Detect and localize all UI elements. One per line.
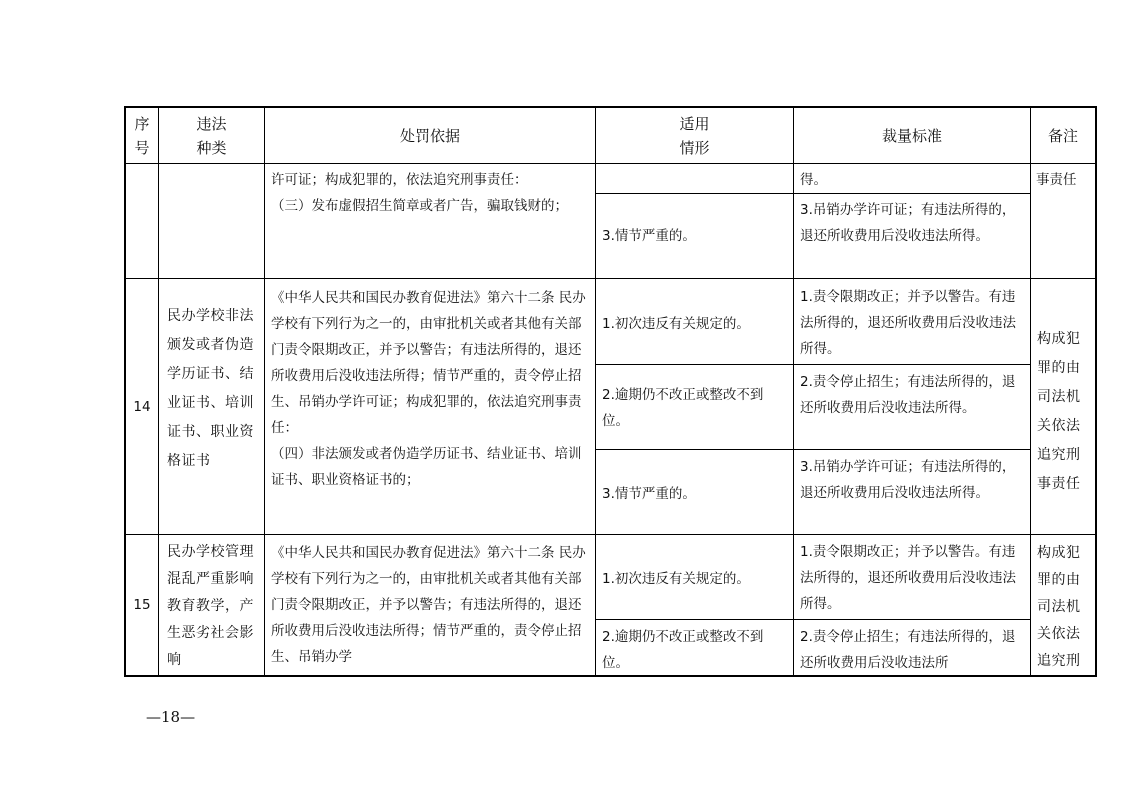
row14-note: 构成犯罪的由司法机关依法追究刑事责任 xyxy=(1037,331,1081,492)
row14-number: 14 xyxy=(133,398,151,415)
penalty-table xyxy=(124,106,1097,677)
row14-standard-3: 3.吊销办学许可证；有违法所得的，退还所收费用后没收违法所得。 xyxy=(800,459,1016,501)
row14-basis: 《中华人民共和国民办教育促进法》第六十二条 民办学校有下列行为之一的，由审批机关或者其他有关部门责令限期改正，并予以警告；有违法所得的，退还所收费用后没收违法所得；情节严重的，责令停止招生、吊销办学许可证；构成犯罪的，依法追究刑事责任： （四）非法颁发或者伪造学历证书、结业证书、培训证书、职业资格证书的； xyxy=(271,290,586,488)
row13-note: 事责任 xyxy=(1036,172,1077,188)
row15-basis: 《中华人民共和国民办教育促进法》第六十二条 民办学校有下列行为之一的，由审批机关或者其他有关部门责令限期改正，并予以警告；有违法所得的，退还所收费用后没收违法所得；情节严重的，责令停止招生、吊销办学 xyxy=(271,545,586,665)
row15-number: 15 xyxy=(133,597,151,613)
header-violation-type: 违法 种类 xyxy=(196,114,227,157)
row-divider xyxy=(124,534,1097,535)
row14-standard-2: 2.责令停止招生；有违法所得的，退还所收费用后没收违法所得。 xyxy=(800,374,1016,416)
row14-situation-2: 2.逾期仍不改正或整改不到位。 xyxy=(602,387,764,429)
header-penalty-basis: 处罚依据 xyxy=(399,126,460,145)
row15-violation-type: 民办学校管理混乱严重影响教育教学，产生恶劣社会影响 xyxy=(167,544,254,668)
col-divider xyxy=(264,106,265,677)
row15-standard-1: 1.责令限期改正；并予以警告。有违法所得的，退还所收费用后没收违法所得。 xyxy=(800,544,1016,612)
row-divider xyxy=(124,278,1097,279)
row-divider xyxy=(124,163,1097,164)
row13-standard-0: 得。 xyxy=(800,172,827,188)
row13-situation-3: 3.情节严重的。 xyxy=(602,228,696,244)
col-divider xyxy=(1030,106,1031,677)
subrow-divider xyxy=(595,449,1030,450)
subrow-divider xyxy=(595,364,1030,365)
row15-note: 构成犯罪的由司法机关依法追究刑 xyxy=(1037,545,1081,669)
header-no: 序 号 xyxy=(134,114,150,157)
col-divider xyxy=(158,106,159,677)
col-divider xyxy=(595,106,596,677)
row14-situation-1: 1.初次违反有关规定的。 xyxy=(602,316,750,332)
col-divider xyxy=(793,106,794,677)
page-number: —18— xyxy=(146,708,196,726)
subrow-divider xyxy=(595,193,1030,194)
header-note: 备注 xyxy=(1047,126,1078,145)
row13-standard-3: 3.吊销办学许可证；有违法所得的，退还所收费用后没收违法所得。 xyxy=(800,202,1016,244)
header-discretion-standard: 裁量标准 xyxy=(881,126,942,145)
row15-standard-2: 2.责令停止招生；有违法所得的，退还所收费用后没收违法所 xyxy=(800,629,1016,671)
subrow-divider xyxy=(595,619,1030,620)
header-situation: 适用 情形 xyxy=(679,114,710,157)
row14-standard-1: 1.责令限期改正；并予以警告。有违法所得的，退还所收费用后没收违法所得。 xyxy=(800,289,1016,357)
row14-situation-3: 3.情节严重的。 xyxy=(602,486,696,502)
row13-basis: 许可证；构成犯罪的，依法追究刑事责任： （三）发布虚假招生简章或者广告，骗取钱财的； xyxy=(271,172,568,214)
row15-situation-2: 2.逾期仍不改正或整改不到位。 xyxy=(602,629,764,671)
row15-situation-1: 1.初次违反有关规定的。 xyxy=(602,571,750,587)
row14-violation-type: 民办学校非法颁发或者伪造学历证书、结业证书、培训证书、职业资格证书 xyxy=(167,308,254,469)
